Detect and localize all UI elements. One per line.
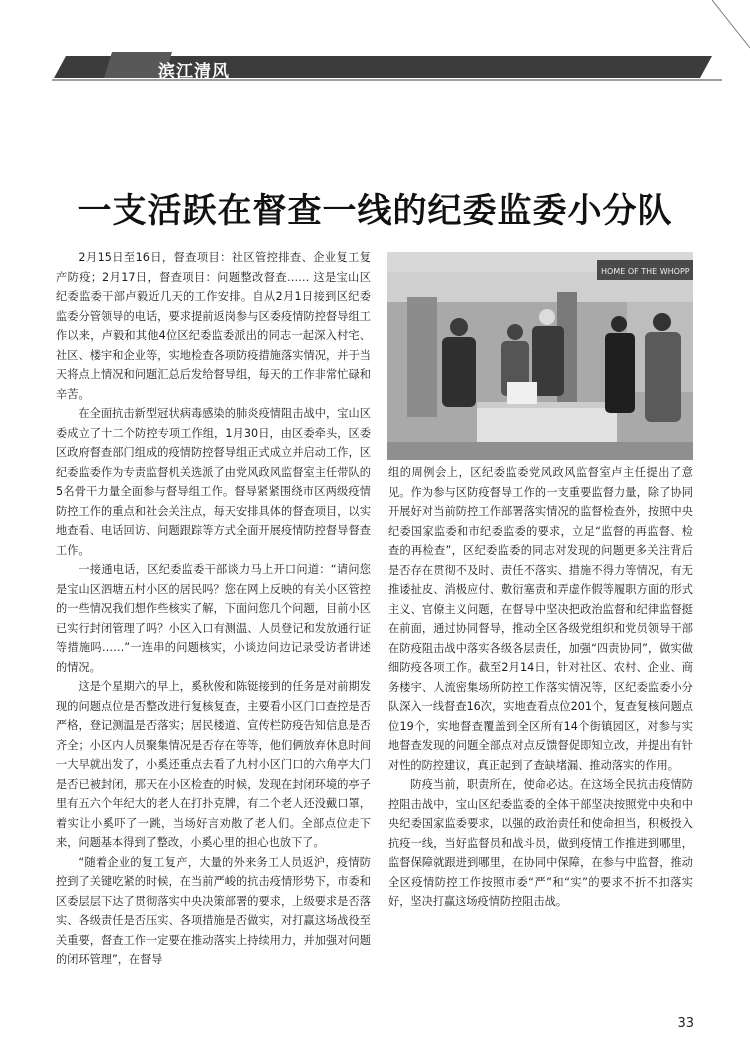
page-number: 33 <box>677 1016 694 1031</box>
body-paragraph: 一接通电话，区纪委监委干部谈力马上开口问道：“请问您是宝山区泗塘五村小区的居民吗？您在网上反映的有关小区管控的一些情况我们想作些核实了解，下面问您几个问题，目前小区已实行封闭管理了吗？小区入口有测温、人员登记和发放通行证等措施吗……”一连串的问题核实，小谈边问边记录受访者讲述的情况。 <box>56 563 371 674</box>
body-paragraph: 防疫当前，职责所在，使命必达。在这场全民抗击疫情防控阻击战中，宝山区纪委监委的全体干部坚决按照党中央和中央纪委国家监委要求，以强的政治责任和使命担当，积极投入抗疫一线，当好监督员和战斗员，做到疫情工作推进到哪里，监督保障就跟进到哪里，在协同中保障，在参与中监督，推动全区疫情防控工作按照市委“严”和“实”的要求不折不扣落实好，坚决打赢这场疫情防控阻击战。 <box>388 778 693 908</box>
body-paragraph-continued: 组的周例会上，区纪委监委党风政风监督室卢主任提出了意见。作为参与区防疫督导工作的一支重要监督力量，除了协同开展好对当前防控工作部署落实情况的监督检查外，按照中央纪委国家监委和市纪委监委的要求，立足“监督的再监督、检查的再检查”，区纪委监委的同志对发现的问题更多关注背后是否存在贯彻不及时、责任不落实、措施不得力等情况，有无推诿扯皮、消极应付、敷衍塞责和弄虚作假等履职方面的形式主义、官僚主义问题，在督导中坚决把政治监督和纪律监督挺在前面，通过协同督导，推动全区各级党组织和党员领导干部在防疫阻击战中落实各级各层责任，加强“四责协同”，做实做细防疫各项工作。截至2月14日，针对社区、农村、企业、商务楼宇、人流密集场所防控工作落实情况等，区纪委监委小分队深入一线督查16次，实地查看点位201个，复查复核问题点位19个，实地督查覆盖到全区所有14个街镇园区，对参与实地督查发现的问题全部点对点反馈督促即知立改，并提出有针对性的防控建议，真正起到了查缺堵漏、推动落实的作用。 <box>388 466 693 772</box>
body-paragraph: 在全面抗击新型冠状病毒感染的肺炎疫情阻击战中，宝山区委成立了十二个防控专项工作组，1月30日，由区委牵头，区委区政府督查部门组成的疫情防控督导组正式成立并启动工作，区纪委监委作为专责监督机关选派了由党风政风监督室主任带队的5名骨干力量全面参与督导组工作。督导紧紧围绕市区两级疫情防控工作的重点和社会关注点，每天安排具体的督查项目，以实地查看、电话回访、问题跟踪等方式全面开展疫情防控督导督查工作。 <box>56 407 371 557</box>
photo-sign-text: HOME OF THE WHOPP <box>601 267 690 276</box>
body-paragraph: 2月15日至16日，督查项目：社区管控排查、企业复工复产防疫；2月17日，督查项目：问题整改督查…… 这是宝山区纪委监委干部卢毅近几天的工作安排。自从2月1日接到区纪委监委分管领导的电话，要求提前返岗参与区委疫情防控督导组工作以来，卢毅和其他4位区纪委监委派出的同志一起深入村宅、社区、楼宇和企业等，实地检查各项防疫措施落实情况，并于当天将点上情况和问题汇总后发给督导组，每天的工作非常忙碌和辛苦。 <box>56 251 371 401</box>
body-paragraph: “随着企业的复工复产，大量的外来务工人员返沪，疫情防控到了关键吃紧的时候，在当前严峻的抗击疫情形势下，市委和区委层层下达了贯彻落实中央决策部署的要求，上级要求是否落实、各级责任是否压实、各项措施是否做实，对打赢这场战役至关重要，督查工作一定要在推动落实上持续用力，并加强对问题的闭环管理”，在督导 <box>56 855 371 966</box>
article-photo <box>387 252 693 460</box>
article-title: 一支活跃在督查一线的纪委监委小分队 <box>77 190 673 231</box>
page-corner-fold <box>710 0 750 50</box>
article-body-left-column <box>56 248 371 970</box>
article-body-right-column <box>388 463 693 912</box>
body-paragraph: 这是个星期六的早上，奚秋俊和陈铤接到的任务是对前期发现的问题点位是否整改进行复核复查，主要看小区门口查控是否严格，登记测温是否落实；居民楼道、宣传栏防疫告知信息是否齐全；小区内人员聚集情况是否存在等等，他们俩放弃休息时间一大早就出发了，小奚还重点去看了九村小区门口的六角亭大门是否已被封闭，那天在小区检查的时候，发现在封闭环境的亭子里有五六个年纪大的老人在打扑克牌，有二个老人还没戴口罩，着实让小奚吓了一跳，当场好言劝散了老人们。全部点位走下来，问题基本得到了整改，小奚心里的担心也放下了。 <box>56 680 371 849</box>
section-title: 滨江清风 <box>158 62 230 82</box>
section-header-band <box>52 48 722 82</box>
